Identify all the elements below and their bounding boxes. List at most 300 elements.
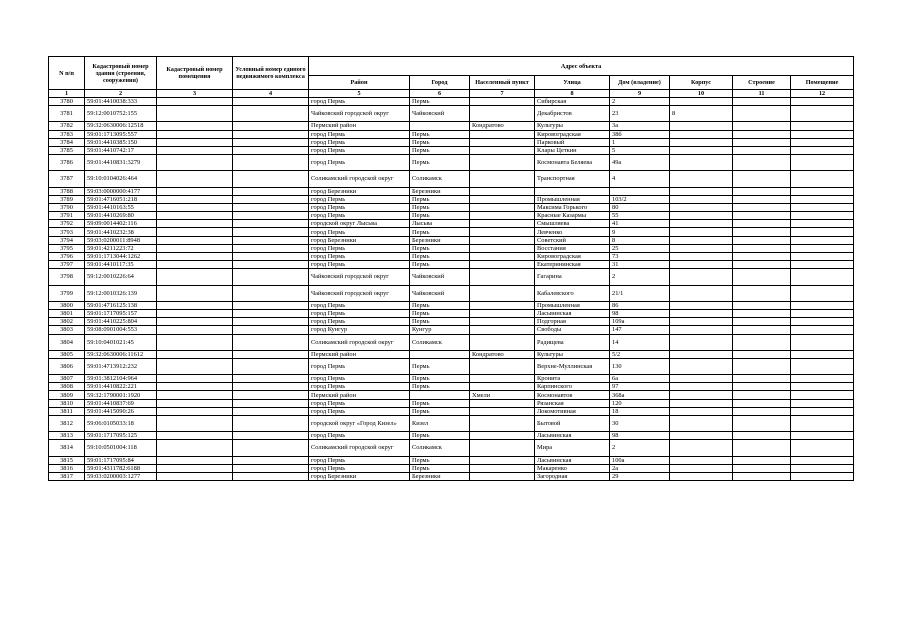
cell-city: Кизел bbox=[410, 416, 470, 432]
cell-number: 3795 bbox=[49, 244, 85, 252]
cell-conditional-number bbox=[233, 383, 309, 391]
cell-korpus bbox=[670, 440, 733, 456]
cell-settlement bbox=[470, 138, 535, 146]
cell-korpus bbox=[670, 285, 733, 301]
cell-stroenie bbox=[733, 456, 791, 464]
cell-street: Сибирская bbox=[535, 98, 610, 106]
table-row bbox=[49, 212, 854, 220]
table-row bbox=[49, 440, 854, 456]
cell-room bbox=[791, 253, 854, 261]
table-row bbox=[49, 122, 854, 130]
cell-city: Пермь bbox=[410, 301, 470, 309]
column-number: 3 bbox=[157, 90, 233, 98]
table-row bbox=[49, 155, 854, 171]
cell-room bbox=[791, 464, 854, 472]
cell-street: Левченко bbox=[535, 228, 610, 236]
cell-korpus bbox=[670, 464, 733, 472]
table-row bbox=[49, 261, 854, 269]
cell-district: город Пермь bbox=[309, 138, 410, 146]
cell-number: 3788 bbox=[49, 187, 85, 195]
cell-city: Березники bbox=[410, 236, 470, 244]
cell-korpus bbox=[670, 122, 733, 130]
cell-korpus bbox=[670, 399, 733, 407]
cell-stroenie bbox=[733, 350, 791, 358]
cell-stroenie bbox=[733, 146, 791, 154]
cell-cadastral-room bbox=[157, 375, 233, 383]
cell-cadastral-number: 59:01:4410742:17 bbox=[85, 146, 157, 154]
cell-cadastral-room bbox=[157, 261, 233, 269]
cell-settlement bbox=[470, 383, 535, 391]
header-city: Город bbox=[410, 76, 470, 90]
cell-city: Пермь bbox=[410, 407, 470, 415]
cell-settlement bbox=[470, 440, 535, 456]
cell-house: 3а bbox=[610, 122, 670, 130]
cell-number: 3817 bbox=[49, 472, 85, 480]
cell-house: 73 bbox=[610, 253, 670, 261]
cell-stroenie bbox=[733, 212, 791, 220]
table-row bbox=[49, 203, 854, 211]
cell-room bbox=[791, 358, 854, 374]
cell-number: 3792 bbox=[49, 220, 85, 228]
cell-conditional-number bbox=[233, 122, 309, 130]
cell-house: 9 bbox=[610, 228, 670, 236]
cell-street: Культуры bbox=[535, 350, 610, 358]
cell-street: Кировоградская bbox=[535, 253, 610, 261]
cell-room bbox=[791, 350, 854, 358]
cell-stroenie bbox=[733, 236, 791, 244]
cell-room bbox=[791, 236, 854, 244]
cell-room bbox=[791, 228, 854, 236]
cell-street: Рязанская bbox=[535, 399, 610, 407]
cell-house: 14 bbox=[610, 334, 670, 350]
cell-stroenie bbox=[733, 464, 791, 472]
cell-house: 5 bbox=[610, 146, 670, 154]
cell-stroenie bbox=[733, 318, 791, 326]
cell-number: 3816 bbox=[49, 464, 85, 472]
cell-korpus bbox=[670, 391, 733, 399]
cell-settlement bbox=[470, 155, 535, 171]
cell-korpus bbox=[670, 203, 733, 211]
cell-house bbox=[610, 187, 670, 195]
cell-city: Чайковский bbox=[410, 106, 470, 122]
cell-cadastral-number: 59:01:4410831:3279 bbox=[85, 155, 157, 171]
cell-number: 3796 bbox=[49, 253, 85, 261]
table-row bbox=[49, 228, 854, 236]
cell-stroenie bbox=[733, 391, 791, 399]
cell-settlement bbox=[470, 358, 535, 374]
cell-number: 3799 bbox=[49, 285, 85, 301]
cell-conditional-number bbox=[233, 138, 309, 146]
cell-settlement bbox=[470, 212, 535, 220]
cell-conditional-number bbox=[233, 244, 309, 252]
table-row bbox=[49, 253, 854, 261]
cell-korpus bbox=[670, 416, 733, 432]
cell-house: 2 bbox=[610, 440, 670, 456]
cell-cadastral-room bbox=[157, 155, 233, 171]
cell-cadastral-room bbox=[157, 195, 233, 203]
cell-district: город Пермь bbox=[309, 301, 410, 309]
cell-stroenie bbox=[733, 130, 791, 138]
cell-conditional-number bbox=[233, 358, 309, 374]
cell-room bbox=[791, 432, 854, 440]
cell-district: город Пермь bbox=[309, 407, 410, 415]
cell-cadastral-number: 59:01:1713095:557 bbox=[85, 130, 157, 138]
cell-korpus bbox=[670, 228, 733, 236]
cell-city: Соликамск bbox=[410, 334, 470, 350]
cell-cadastral-room bbox=[157, 399, 233, 407]
cell-cadastral-number: 59:01:4410163:55 bbox=[85, 203, 157, 211]
cell-room bbox=[791, 334, 854, 350]
table-row bbox=[49, 334, 854, 350]
cell-city: Пермь bbox=[410, 244, 470, 252]
cell-korpus bbox=[670, 334, 733, 350]
cell-city: Пермь bbox=[410, 253, 470, 261]
cell-cadastral-number: 59:01:3812104:964 bbox=[85, 375, 157, 383]
table-body bbox=[49, 98, 854, 481]
column-number: 5 bbox=[309, 90, 410, 98]
cell-street: Мира bbox=[535, 440, 610, 456]
cell-room bbox=[791, 399, 854, 407]
cell-district: город Пермь bbox=[309, 318, 410, 326]
cell-cadastral-number: 59:12:0010326:139 bbox=[85, 285, 157, 301]
cell-conditional-number bbox=[233, 472, 309, 480]
table-row bbox=[49, 138, 854, 146]
cell-stroenie bbox=[733, 285, 791, 301]
cell-korpus: 8 bbox=[670, 106, 733, 122]
cell-room bbox=[791, 106, 854, 122]
cell-cadastral-room bbox=[157, 187, 233, 195]
cell-korpus bbox=[670, 350, 733, 358]
cell-cadastral-room bbox=[157, 472, 233, 480]
cell-house: 80 bbox=[610, 203, 670, 211]
cell-room bbox=[791, 416, 854, 432]
cell-stroenie bbox=[733, 138, 791, 146]
cell-settlement bbox=[470, 195, 535, 203]
cell-city: Пермь bbox=[410, 318, 470, 326]
header-stroenie: Строение bbox=[733, 76, 791, 90]
cell-cadastral-number: 59:01:4410269:80 bbox=[85, 212, 157, 220]
column-number: 6 bbox=[410, 90, 470, 98]
cell-street: Кировоградская bbox=[535, 130, 610, 138]
cell-korpus bbox=[670, 130, 733, 138]
cell-cadastral-room bbox=[157, 253, 233, 261]
header-cadastral-building: Кадастровый номер здания (строения, сооружения) bbox=[85, 57, 157, 90]
cell-conditional-number bbox=[233, 146, 309, 154]
cell-number: 3785 bbox=[49, 146, 85, 154]
cell-stroenie bbox=[733, 122, 791, 130]
cell-district: город Пермь bbox=[309, 203, 410, 211]
cell-room bbox=[791, 269, 854, 285]
cell-cadastral-room bbox=[157, 416, 233, 432]
cell-number: 3787 bbox=[49, 171, 85, 187]
cell-room bbox=[791, 244, 854, 252]
cell-cadastral-number: 59:01:4410837:69 bbox=[85, 399, 157, 407]
cell-house: 18 bbox=[610, 407, 670, 415]
cell-room bbox=[791, 407, 854, 415]
cell-settlement bbox=[470, 203, 535, 211]
header-settlement: Населенный пункт bbox=[470, 76, 535, 90]
cell-stroenie bbox=[733, 269, 791, 285]
cell-settlement bbox=[470, 146, 535, 154]
cell-district: город Пермь bbox=[309, 375, 410, 383]
cell-cadastral-number: 59:01:4716125:138 bbox=[85, 301, 157, 309]
table-row bbox=[49, 236, 854, 244]
cell-stroenie bbox=[733, 399, 791, 407]
cell-room bbox=[791, 261, 854, 269]
cell-room bbox=[791, 318, 854, 326]
column-number: 9 bbox=[610, 90, 670, 98]
cell-number: 3781 bbox=[49, 106, 85, 122]
cell-district: город Пермь bbox=[309, 399, 410, 407]
cell-conditional-number bbox=[233, 318, 309, 326]
cell-cadastral-number: 59:01:4211223:72 bbox=[85, 244, 157, 252]
cell-cadastral-number: 59:01:4415090:26 bbox=[85, 407, 157, 415]
cell-cadastral-number: 59:01:4410038:333 bbox=[85, 98, 157, 106]
cell-district: город Кунгур bbox=[309, 326, 410, 334]
table-row bbox=[49, 269, 854, 285]
cell-house: 25 bbox=[610, 244, 670, 252]
cell-cadastral-number: 59:32:0630006:12518 bbox=[85, 122, 157, 130]
cell-district: Соликамский городской округ bbox=[309, 440, 410, 456]
cell-street: Смышляева bbox=[535, 220, 610, 228]
cell-street: Космонавтов bbox=[535, 391, 610, 399]
cell-cadastral-room bbox=[157, 244, 233, 252]
cell-conditional-number bbox=[233, 203, 309, 211]
cell-stroenie bbox=[733, 334, 791, 350]
cell-conditional-number bbox=[233, 212, 309, 220]
cell-house: 103/2 bbox=[610, 195, 670, 203]
cell-settlement bbox=[470, 236, 535, 244]
cell-house: 368а bbox=[610, 391, 670, 399]
cell-number: 3806 bbox=[49, 358, 85, 374]
cell-conditional-number bbox=[233, 98, 309, 106]
cell-city bbox=[410, 391, 470, 399]
cell-settlement bbox=[470, 301, 535, 309]
cell-room bbox=[791, 98, 854, 106]
cell-cadastral-number: 59:06:0105033:18 bbox=[85, 416, 157, 432]
cell-district: город Пермь bbox=[309, 155, 410, 171]
cell-stroenie bbox=[733, 195, 791, 203]
cell-cadastral-room bbox=[157, 236, 233, 244]
table-row bbox=[49, 375, 854, 383]
cell-cadastral-room bbox=[157, 106, 233, 122]
table-row bbox=[49, 391, 854, 399]
cell-district: городской округ Лысьва bbox=[309, 220, 410, 228]
column-number: 10 bbox=[670, 90, 733, 98]
cell-cadastral-number: 59:01:4713912:232 bbox=[85, 358, 157, 374]
cell-conditional-number bbox=[233, 106, 309, 122]
cell-city: Чайковский bbox=[410, 285, 470, 301]
cell-number: 3794 bbox=[49, 236, 85, 244]
cell-house: 31 bbox=[610, 261, 670, 269]
cell-stroenie bbox=[733, 326, 791, 334]
cell-stroenie bbox=[733, 253, 791, 261]
cell-number: 3803 bbox=[49, 326, 85, 334]
cell-city: Пермь bbox=[410, 130, 470, 138]
cell-settlement bbox=[470, 407, 535, 415]
header-n: N п/п bbox=[49, 57, 85, 90]
cell-number: 3811 bbox=[49, 407, 85, 415]
header-conditional-number: Условный номер единого недвижимого комплекса bbox=[233, 57, 309, 90]
cell-street bbox=[535, 187, 610, 195]
cell-cadastral-number: 59:10:0104026:464 bbox=[85, 171, 157, 187]
table-row bbox=[49, 146, 854, 154]
cell-stroenie bbox=[733, 228, 791, 236]
cell-room bbox=[791, 138, 854, 146]
cell-conditional-number bbox=[233, 440, 309, 456]
cell-korpus bbox=[670, 212, 733, 220]
cell-settlement bbox=[470, 285, 535, 301]
cell-city: Соликамск bbox=[410, 171, 470, 187]
cell-street: Культуры bbox=[535, 122, 610, 130]
cell-room bbox=[791, 440, 854, 456]
cell-city: Пермь bbox=[410, 146, 470, 154]
cell-korpus bbox=[670, 261, 733, 269]
cell-room bbox=[791, 155, 854, 171]
table-row bbox=[49, 407, 854, 415]
cell-district: Пермский район bbox=[309, 391, 410, 399]
cell-settlement bbox=[470, 187, 535, 195]
cell-house: 41 bbox=[610, 220, 670, 228]
cell-stroenie bbox=[733, 383, 791, 391]
cell-stroenie bbox=[733, 98, 791, 106]
cell-korpus bbox=[670, 220, 733, 228]
cell-cadastral-number: 59:10:0501004:118 bbox=[85, 440, 157, 456]
cell-street: Екатерининская bbox=[535, 261, 610, 269]
cell-number: 3793 bbox=[49, 228, 85, 236]
cell-stroenie bbox=[733, 472, 791, 480]
table-row bbox=[49, 130, 854, 138]
cell-house: 5/2 bbox=[610, 350, 670, 358]
cell-number: 3810 bbox=[49, 399, 85, 407]
header-room: Помещение bbox=[791, 76, 854, 90]
cell-settlement bbox=[470, 244, 535, 252]
cell-korpus bbox=[670, 326, 733, 334]
cell-district: город Березники bbox=[309, 472, 410, 480]
cell-stroenie bbox=[733, 375, 791, 383]
cell-cadastral-room bbox=[157, 220, 233, 228]
cell-number: 3780 bbox=[49, 98, 85, 106]
cell-city: Кунгур bbox=[410, 326, 470, 334]
cell-cadastral-number: 59:01:4410822:221 bbox=[85, 383, 157, 391]
cell-korpus bbox=[670, 155, 733, 171]
cell-street: Восстания bbox=[535, 244, 610, 252]
cell-settlement bbox=[470, 130, 535, 138]
cell-house: 2а bbox=[610, 464, 670, 472]
cell-house: 8 bbox=[610, 236, 670, 244]
header-cadastral-room: Кадастровый номер помещения bbox=[157, 57, 233, 90]
cell-settlement bbox=[470, 261, 535, 269]
cell-room bbox=[791, 472, 854, 480]
cell-cadastral-room bbox=[157, 228, 233, 236]
cell-number: 3807 bbox=[49, 375, 85, 383]
column-number: 1 bbox=[49, 90, 85, 98]
cell-city: Пермь bbox=[410, 432, 470, 440]
cell-korpus bbox=[670, 269, 733, 285]
cell-district: город Пермь bbox=[309, 432, 410, 440]
cell-house: 4 bbox=[610, 171, 670, 187]
cell-city: Пермь bbox=[410, 138, 470, 146]
cell-stroenie bbox=[733, 440, 791, 456]
cell-district: Чайковский городской округ bbox=[309, 269, 410, 285]
column-number: 12 bbox=[791, 90, 854, 98]
cell-number: 3812 bbox=[49, 416, 85, 432]
cell-room bbox=[791, 203, 854, 211]
cell-settlement bbox=[470, 106, 535, 122]
cell-cadastral-room bbox=[157, 318, 233, 326]
cell-conditional-number bbox=[233, 416, 309, 432]
cell-stroenie bbox=[733, 261, 791, 269]
cell-cadastral-room bbox=[157, 98, 233, 106]
cell-korpus bbox=[670, 407, 733, 415]
cell-cadastral-room bbox=[157, 358, 233, 374]
cell-cadastral-room bbox=[157, 138, 233, 146]
cell-house: 2 bbox=[610, 269, 670, 285]
cell-number: 3782 bbox=[49, 122, 85, 130]
cell-cadastral-room bbox=[157, 432, 233, 440]
column-number: 4 bbox=[233, 90, 309, 98]
column-number: 2 bbox=[85, 90, 157, 98]
cell-room bbox=[791, 309, 854, 317]
cell-room bbox=[791, 391, 854, 399]
cell-street: Локомотивная bbox=[535, 407, 610, 415]
cell-stroenie bbox=[733, 187, 791, 195]
table-row bbox=[49, 399, 854, 407]
cell-conditional-number bbox=[233, 407, 309, 415]
cell-street: Парковый bbox=[535, 138, 610, 146]
table-row bbox=[49, 98, 854, 106]
cell-stroenie bbox=[733, 106, 791, 122]
cell-korpus bbox=[670, 456, 733, 464]
cell-house: 38б bbox=[610, 130, 670, 138]
cell-korpus bbox=[670, 146, 733, 154]
cell-city: Пермь bbox=[410, 456, 470, 464]
cell-street: Ласьвинская bbox=[535, 432, 610, 440]
cell-settlement bbox=[470, 326, 535, 334]
cell-street: Бытовой bbox=[535, 416, 610, 432]
cell-conditional-number bbox=[233, 171, 309, 187]
cell-house: 98 bbox=[610, 432, 670, 440]
cell-number: 3802 bbox=[49, 318, 85, 326]
cell-cadastral-number: 59:01:1713044:1262 bbox=[85, 253, 157, 261]
cell-conditional-number bbox=[233, 399, 309, 407]
cell-korpus bbox=[670, 171, 733, 187]
cell-conditional-number bbox=[233, 228, 309, 236]
cell-house: 130 bbox=[610, 358, 670, 374]
cell-street: Макаренко bbox=[535, 464, 610, 472]
cell-district: Пермский район bbox=[309, 122, 410, 130]
table-row bbox=[49, 383, 854, 391]
cell-korpus bbox=[670, 195, 733, 203]
cell-conditional-number bbox=[233, 253, 309, 261]
header-house: Дом (владение) bbox=[610, 76, 670, 90]
cell-settlement bbox=[470, 98, 535, 106]
cell-house: 49а bbox=[610, 155, 670, 171]
cell-stroenie bbox=[733, 155, 791, 171]
cell-cadastral-number: 59:03:0200011:8948 bbox=[85, 236, 157, 244]
cell-street: Промышленная bbox=[535, 195, 610, 203]
cell-house: 55 bbox=[610, 212, 670, 220]
cell-korpus bbox=[670, 318, 733, 326]
column-number: 8 bbox=[535, 90, 610, 98]
cell-street: Транспортная bbox=[535, 171, 610, 187]
cell-number: 3797 bbox=[49, 261, 85, 269]
cell-cadastral-number: 59:01:4311782:6188 bbox=[85, 464, 157, 472]
cell-city: Пермь bbox=[410, 155, 470, 171]
cell-cadastral-room bbox=[157, 350, 233, 358]
cell-district: город Пермь bbox=[309, 130, 410, 138]
cell-room bbox=[791, 285, 854, 301]
